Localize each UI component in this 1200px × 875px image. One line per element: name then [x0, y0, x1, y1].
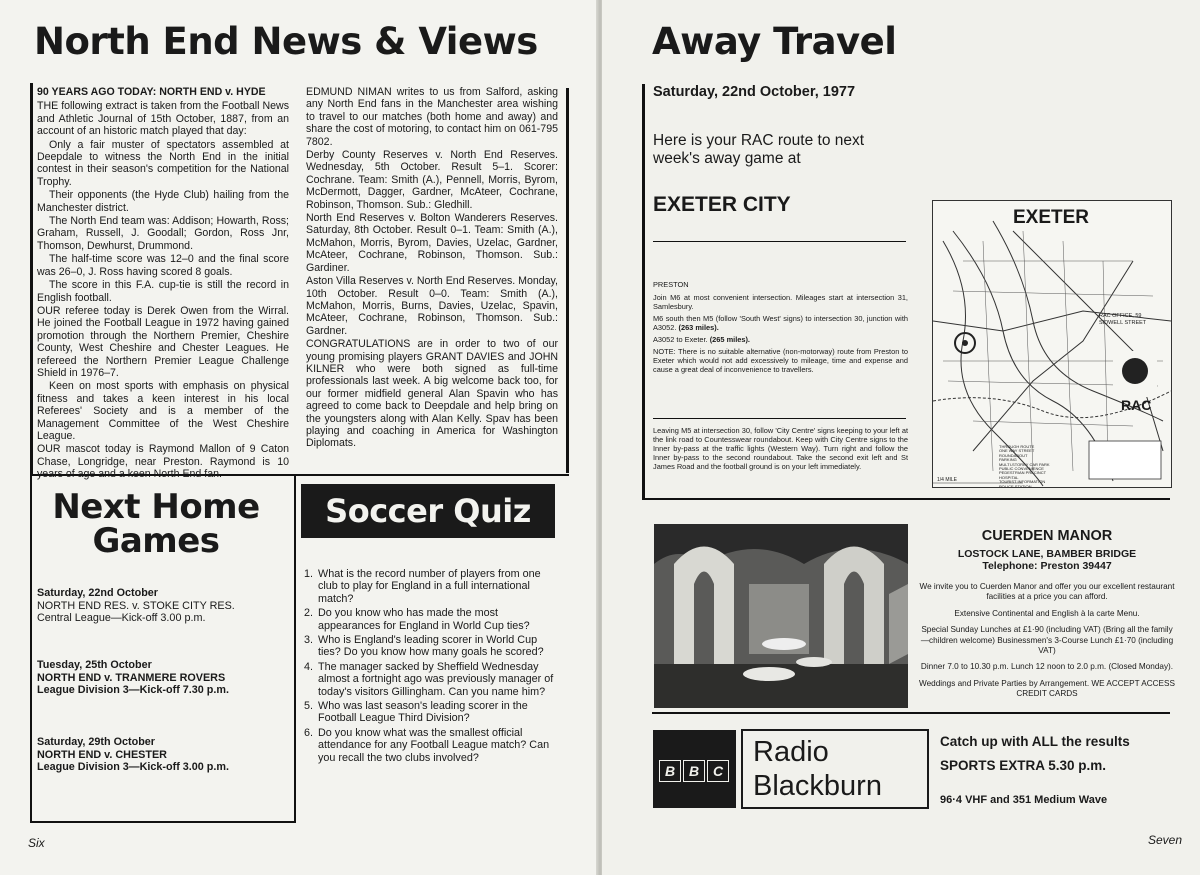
referee-paragraph: OUR referee today is Derek Owen from the Wirral. He joined the Football League in 1972 having gained promotion through the Northern Premier, Cheshire County, West Cheshire and Chester Leagues. He refereed the Northern Premier League Challenge Shield in 1976–7. — [37, 304, 289, 379]
history-paragraph: The score in this F.A. cup-tie is still the record in English football. — [37, 279, 289, 304]
route-mileage: (265 miles). — [709, 335, 750, 344]
referee-paragraph: Keen on most sports with emphasis on physical fitness and takes a keen interest in his local Referees' Society and is a member of the Management Committee of the West Cheshire League. — [37, 380, 289, 442]
away-travel-heading: Away Travel — [652, 20, 897, 63]
away-intro — [653, 132, 864, 168]
quiz-question: 1. What is the record number of players from one club to play for England in a full international match? — [316, 568, 558, 605]
home-game — [37, 587, 287, 625]
home-game-fixture: NORTH END v. TRANMERE ROVERS — [37, 671, 226, 684]
map-rac-office: RAC OFFICE, 59 SIDWELL STREET — [1099, 313, 1147, 326]
home-game-kickoff: League Division 3—Kick-off 3.00 p.m. — [37, 761, 229, 774]
home-games-heading-line: Games — [92, 521, 220, 561]
map-key-item: PARKING — [999, 457, 1017, 463]
history-paragraph: Only a fair muster of spectators assembled at Deepdale to witness the North End in the initial contest in their season's competition for the National Trophy. — [37, 138, 289, 188]
map-key-item: THROUGH ROUTE — [999, 444, 1035, 449]
map-key-item: MULTI-STOREY CAR PARK — [999, 461, 1050, 467]
quiz-question: 4. The manager sacked by Sheffield Wednesday almost a fortnight ago was previously manager of today's visitors Gillingham. Can you name him? — [316, 661, 558, 698]
home-games-heading — [36, 487, 276, 561]
map-title: EXETER — [1013, 207, 1090, 228]
quiz-question: 5. Who was last season's leading scorer in the Football League Third Division? — [316, 700, 558, 725]
result-paragraph: Derby County Reserves v. North End Reserves. Wednesday, 5th October. Result 5–1. Scorer: Cochrane. Team: Smith (A.), Pennell, Morris, Byrom, McDermott, Dagger, Gardner, McAteer, Cochrane, Robinson, Thomson. Sub.: Gledhill. — [306, 149, 558, 211]
quiz-question: 3. Who is England's leading scorer in World Cup ties? Do you know how many goals he scored? — [316, 634, 558, 659]
route-step-text: A3052 to Exeter. — [653, 335, 708, 344]
radio-name-line: Blackburn — [753, 770, 882, 802]
quiz-question: 2. Do you know who has made the most appearances for England in World Cup ties? — [316, 607, 558, 632]
home-games-heading-line: Next Home — [52, 487, 260, 527]
cuerden-line: Special Sunday Lunches at £1·90 (including VAT) (Bring all the family—children welcome) Businessmen's 3-Course Lunch £1·70 (including VAT) — [920, 625, 1174, 656]
city-directions: Leaving M5 at intersection 30, follow 'City Centre' signs keeping to your left at the link road to Countesswear roundabout. Keep with City Centre signs to the Inner by-pass at the traffic lights (Western Way). Turn right and follow the Inner by-pass to the second roundabout. Take the second exit left and St James Road and the football ground is on your left immediately. — [653, 426, 908, 471]
congratulations-paragraph: CONGRATULATIONS are in order to two of our young promising players GRANT DAVIES and JOHN KILNER who were both signed as full-time professionals last week. A big welcome back too, for our former midfield general Alan Spavin who has agreed to come back to Deepdale and help bring on the youngsters along with Alan Kelly. Spav has been playing and coaching in America for Washington Diplomats. — [306, 338, 558, 450]
cuerden-line: We invite you to Cuerden Manor and offer you our excellent restaurant facilities at a price you can afford. — [919, 582, 1175, 602]
bbc-logo — [659, 760, 729, 782]
news-heading: North End News & Views — [34, 20, 538, 63]
away-destination: EXETER CITY — [653, 193, 791, 216]
cuerden-line: Dinner 7.0 to 10.30 p.m. Lunch 12 noon to 2.0 p.m. (Closed Monday). — [920, 662, 1174, 672]
soccer-quiz-list — [302, 568, 558, 766]
page-number-left: Six — [28, 836, 45, 850]
map-key-item: POLICE STATION — [999, 483, 1032, 488]
page-number-right: Seven — [1148, 833, 1183, 847]
history-paragraph: THE following extract is taken from the Football News and Athletic Journal of 15th October, 1887, from an account of an historic match played that day: — [37, 100, 289, 138]
news-box-left-rule — [30, 83, 33, 475]
bbc-letter: C — [707, 760, 729, 782]
restaurant-photo-drawing — [654, 524, 908, 708]
route-step — [653, 335, 908, 344]
home-box-left-rule — [30, 476, 32, 822]
home-game-date: Saturday, 22nd October — [37, 587, 158, 599]
radio-blackburn-box — [741, 729, 929, 809]
map-key-item: PEDESTRIAN PRECINCT — [999, 470, 1047, 476]
niman-paragraph: EDMUND NIMAN writes to us from Salford, asking any North End fans in the Manchester area wishing to travel to our matches (both home and away) and share the cost of motoring, to contact him on 061-795 7802. — [306, 86, 558, 148]
exeter-route-map — [932, 200, 1172, 488]
news-column-2 — [306, 86, 558, 451]
cuerden-line: Weddings and Private Parties by Arrangement. WE ACCEPT ACCESS CREDIT CARDS — [919, 678, 1175, 699]
map-key-item: ONE WAY STREET — [999, 448, 1035, 454]
map-key-item: TOURIST INFORMATION — [999, 479, 1046, 485]
news-box-right-rule — [566, 88, 569, 473]
result-paragraph: Aston Villa Reserves v. North End Reserves. Monday, 10th October. Result 0–0. Team: Smith (A.), McMahon, Morris, Burns, Davies, Uzelac, Spavin, McAteer, Cochrane, Robinson, Thomson. Sub.: Gardner. — [306, 275, 559, 337]
ad-divider — [652, 712, 1170, 714]
cuerden-address: LOSTOCK LANE, BAMBER BRIDGE — [957, 548, 1137, 560]
home-game-date: Saturday, 29th October — [37, 736, 155, 748]
radio-programme: SPORTS EXTRA 5.30 p.m. — [940, 758, 1107, 773]
mascot-paragraph: OUR mascot today is Raymond Mallon of 9 Caton Chase, Longridge, near Preston. Raymond is 10 years of age and a keen North End fan. — [37, 443, 289, 481]
bbc-logo-block — [653, 730, 736, 808]
bbc-letter: B — [683, 760, 705, 782]
history-paragraph: Their opponents (the Hyde Club) hailing from the Manchester district. — [37, 189, 289, 214]
route-step — [653, 314, 908, 332]
map-scale: 1/4 MILE — [937, 477, 958, 483]
map-key — [999, 445, 1119, 488]
home-game-kickoff: Central League—Kick-off 3.00 p.m. — [37, 612, 206, 625]
bbc-letter: B — [659, 760, 681, 782]
cuerden-name: CUERDEN MANOR — [981, 528, 1113, 544]
map-key-item: ROUNDABOUT — [999, 452, 1028, 458]
route-note: NOTE: There is no suitable alternative (non-motorway) route from Preston to Exeter which would not add excessively to mileage, time and expense and cause a great deal of inconvenience to travellers. — [653, 347, 908, 374]
rac-logo: RAC — [1121, 397, 1152, 413]
away-box-bottom-rule — [642, 498, 1170, 500]
home-game — [37, 736, 287, 774]
away-date: Saturday, 22nd October, 1977 — [653, 84, 856, 100]
route-directions — [653, 280, 908, 374]
radio-catch-up: Catch up with ALL the results — [940, 734, 1130, 749]
home-game — [37, 659, 287, 697]
news-column-1 — [37, 86, 289, 482]
radio-name-line: Radio — [753, 736, 829, 768]
away-box-left-rule — [642, 84, 645, 500]
home-game-date: Tuesday, 25th October — [37, 659, 152, 671]
home-game-kickoff: League Division 3—Kick-off 7.30 p.m. — [37, 684, 229, 697]
history-paragraph: The North End team was: Addison; Howarth, Ross; Graham, Russell, J. Goodall; Gordon, Ross Jnr, Thomson, Dewhurst, Drummond. — [37, 215, 289, 252]
route-step: Join M6 at most convenient intersection. Mileages start at intersection 31, Samlesbury. — [653, 293, 908, 311]
radio-frequency: 96·4 VHF and 351 Medium Wave — [940, 794, 1108, 806]
cuerden-manor-ad — [918, 528, 1176, 700]
result-paragraph: North End Reserves v. Bolton Wanderers Reserves. Saturday, 8th October. Result 0–1. Team: Smith (A.), McMahon, Morris, Byrom, Davies, Uzelac, Gardner, McAteer, Cochrane, Robinson, Thomson. Sub.: Gardiner. — [306, 212, 558, 274]
route-step-text: M6 south then M5 (follow 'South West' signs) to intersection 30, junction with A3052. — [653, 314, 908, 332]
history-paragraph: The half-time score was 12–0 and the final score was 26–0, J. Ross having scored 8 goals. — [37, 253, 289, 278]
quiz-question: 6. Do you know what was the smallest official attendance for any Football League match? Can you recall the two clubs involved? — [316, 727, 558, 764]
home-box-right-rule — [294, 476, 296, 822]
home-game-fixture: NORTH END RES. v. STOKE CITY RES. — [37, 599, 235, 612]
home-game-fixture: NORTH END v. CHESTER — [37, 748, 167, 761]
restaurant-photo — [654, 524, 908, 708]
cuerden-phone: Telephone: Preston 39447 — [982, 560, 1112, 572]
destination-underline — [653, 241, 906, 242]
map-key-item: HOSPITAL — [999, 474, 1019, 480]
home-box-bottom-rule — [30, 821, 296, 823]
history-title: 90 YEARS AGO TODAY: NORTH END v. HYDE — [37, 86, 266, 98]
cuerden-line: Extensive Continental and English à la carte Menu. — [954, 608, 1140, 618]
route-mileage: (263 miles). — [678, 323, 719, 332]
away-intro-line: week's away game at — [653, 150, 801, 167]
soccer-quiz-heading: Soccer Quiz — [301, 484, 555, 538]
map-key-item: PUBLIC CONVENIENCE — [999, 466, 1044, 472]
away-intro-line: Here is your RAC route to next — [653, 132, 865, 149]
route-divider — [653, 418, 906, 419]
route-origin: PRESTON — [653, 280, 689, 289]
